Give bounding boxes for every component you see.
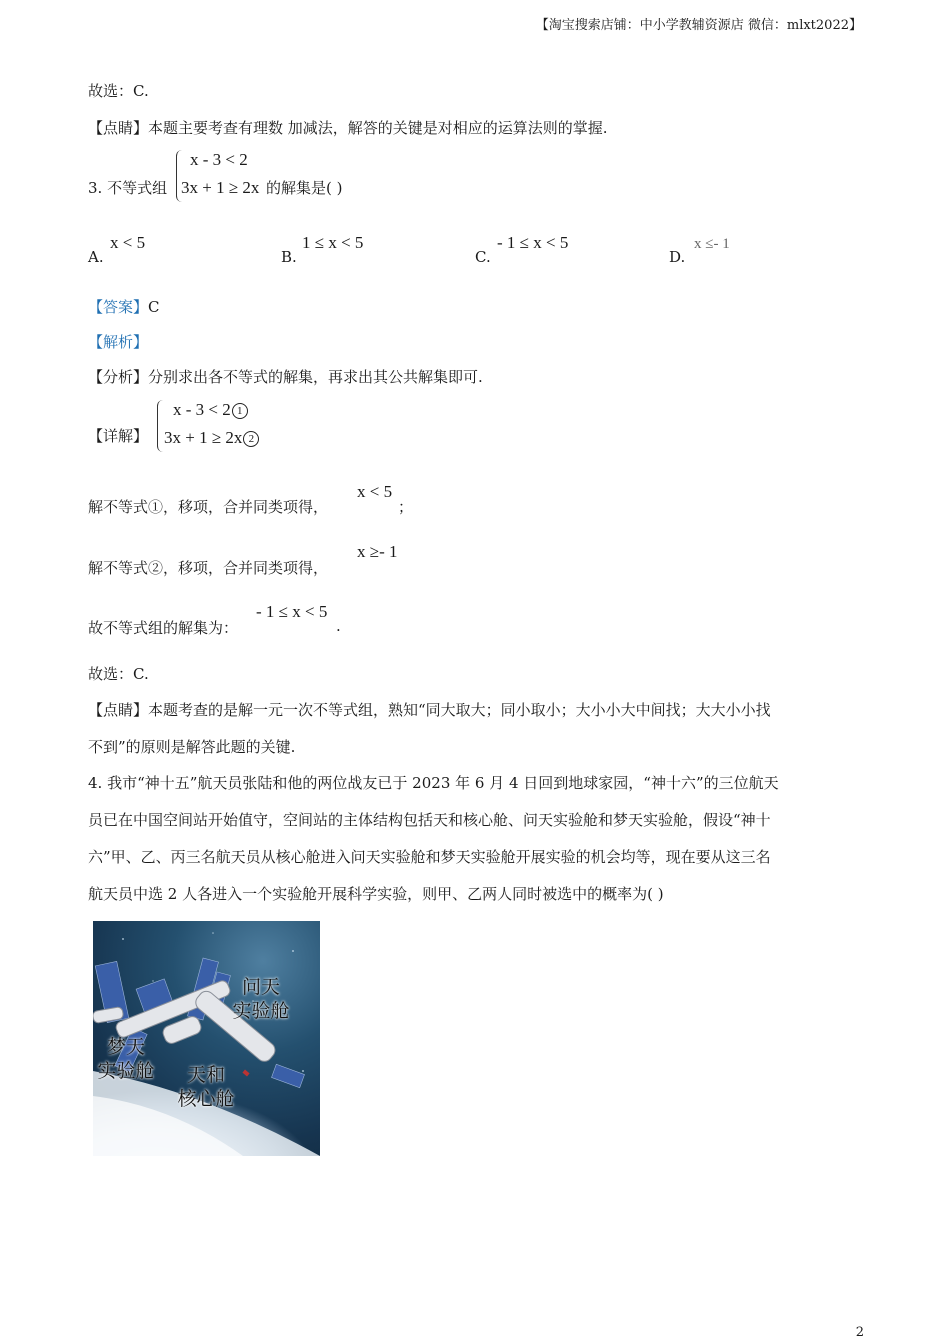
step3-end: . bbox=[336, 617, 341, 635]
detail-eq1: x - 3 < 2 bbox=[173, 400, 231, 419]
fenxi-text: 【分析】分别求出各不等式的解集，再求出其公共解集即可. bbox=[88, 368, 483, 386]
label-tianhe-2: 核心舱 bbox=[177, 1088, 235, 1110]
q3-prefix: 3. 不等式组 bbox=[88, 179, 168, 197]
q4-line-1: 4. 我市“神十五”航天员张陆和他的两位战友已于 2023 年 6 月 4 日回到地球家园，“神十六”的三位航天 bbox=[88, 774, 779, 792]
option-a-letter: A. bbox=[88, 248, 104, 266]
option-b-expr: 1 ≤ x < 5 bbox=[302, 233, 364, 252]
step2-text: 解不等式②，移项，合并同类项得， bbox=[88, 559, 329, 577]
q3-choice: 故选：C. bbox=[88, 665, 149, 683]
step2-math: x ≥- 1 bbox=[357, 542, 398, 561]
q3-suffix: 的解集是( ) bbox=[266, 179, 343, 197]
answer-tag: 【答案】 bbox=[88, 298, 149, 316]
detail-eq1-line bbox=[173, 400, 248, 420]
step1-end: ； bbox=[398, 498, 414, 516]
q3-eq2: 3x + 1 ≥ 2x bbox=[181, 178, 260, 197]
option-a-expr: x < 5 bbox=[110, 233, 146, 252]
q4-line-3: 六”甲、乙、丙三名航天员从核心舱进入问天实验舱和梦天实验舱开展实验的机会均等，现在要从这三名 bbox=[88, 848, 771, 866]
q3-comment-1: 【点睛】本题考查的是解一元一次不等式组，熟知“同大取大；同小取小；大小小大中间找；大大小小找 bbox=[88, 701, 771, 719]
analysis-tag: 【解析】 bbox=[88, 333, 149, 351]
step1-math: x < 5 bbox=[357, 482, 393, 501]
page-header: 【淘宝搜索店铺：中小学教辅资源店 微信：mlxt2022】 bbox=[535, 18, 862, 33]
option-d-expr: x ≤- 1 bbox=[694, 236, 730, 252]
answer-value: C bbox=[148, 298, 160, 316]
label-wentian bbox=[221, 975, 301, 1023]
label-tianhe bbox=[169, 1063, 243, 1111]
option-b-letter: B. bbox=[281, 248, 297, 266]
q2-choice: 故选：C. bbox=[88, 82, 149, 100]
label-tianhe-1: 天和 bbox=[186, 1064, 225, 1086]
label-wentian-1: 问天 bbox=[241, 976, 280, 998]
q3-eq1: x - 3 < 2 bbox=[190, 150, 248, 169]
q2-comment: 【点睛】本题主要考查有理数 加减法，解答的关键是对相应的运算法则的掌握. bbox=[88, 119, 608, 137]
label-mengtian-1: 梦天 bbox=[106, 1036, 145, 1058]
q3-comment-2: 不到”的原则是解答此题的关键. bbox=[88, 738, 296, 756]
q4-line-2: 员已在中国空间站开始值守，空间站的主体结构包括天和核心舱、问天实验舱和梦天实验舱，假设“神十 bbox=[88, 811, 771, 829]
option-d-letter: D. bbox=[669, 248, 686, 266]
circled-one-icon: 1 bbox=[232, 403, 248, 419]
module-marks bbox=[242, 1070, 249, 1077]
space-station-image bbox=[93, 921, 320, 1156]
step1-text: 解不等式①，移项，合并同类项得， bbox=[88, 498, 329, 516]
detail-eq2: 3x + 1 ≥ 2x bbox=[164, 428, 243, 447]
step3-math: - 1 ≤ x < 5 bbox=[256, 602, 328, 621]
circled-two-icon: 2 bbox=[243, 431, 259, 447]
q4-line-4: 航天员中选 2 人各进入一个实验舱开展科学实验，则甲、乙两人同时被选中的概率为( ) bbox=[88, 885, 664, 903]
step3-text: 故不等式组的解集为： bbox=[88, 619, 239, 637]
option-c-expr: - 1 ≤ x < 5 bbox=[497, 233, 569, 252]
label-mengtian-2: 实验舱 bbox=[97, 1060, 155, 1082]
page-number: 2 bbox=[855, 1325, 864, 1340]
detail-brace bbox=[157, 400, 164, 452]
detail-eq2-line bbox=[164, 428, 259, 448]
option-c-letter: C. bbox=[475, 248, 491, 266]
label-wentian-2: 实验舱 bbox=[232, 1000, 290, 1022]
label-mengtian bbox=[93, 1035, 159, 1083]
detail-tag: 【详解】 bbox=[88, 427, 149, 445]
answer-line bbox=[88, 296, 160, 317]
